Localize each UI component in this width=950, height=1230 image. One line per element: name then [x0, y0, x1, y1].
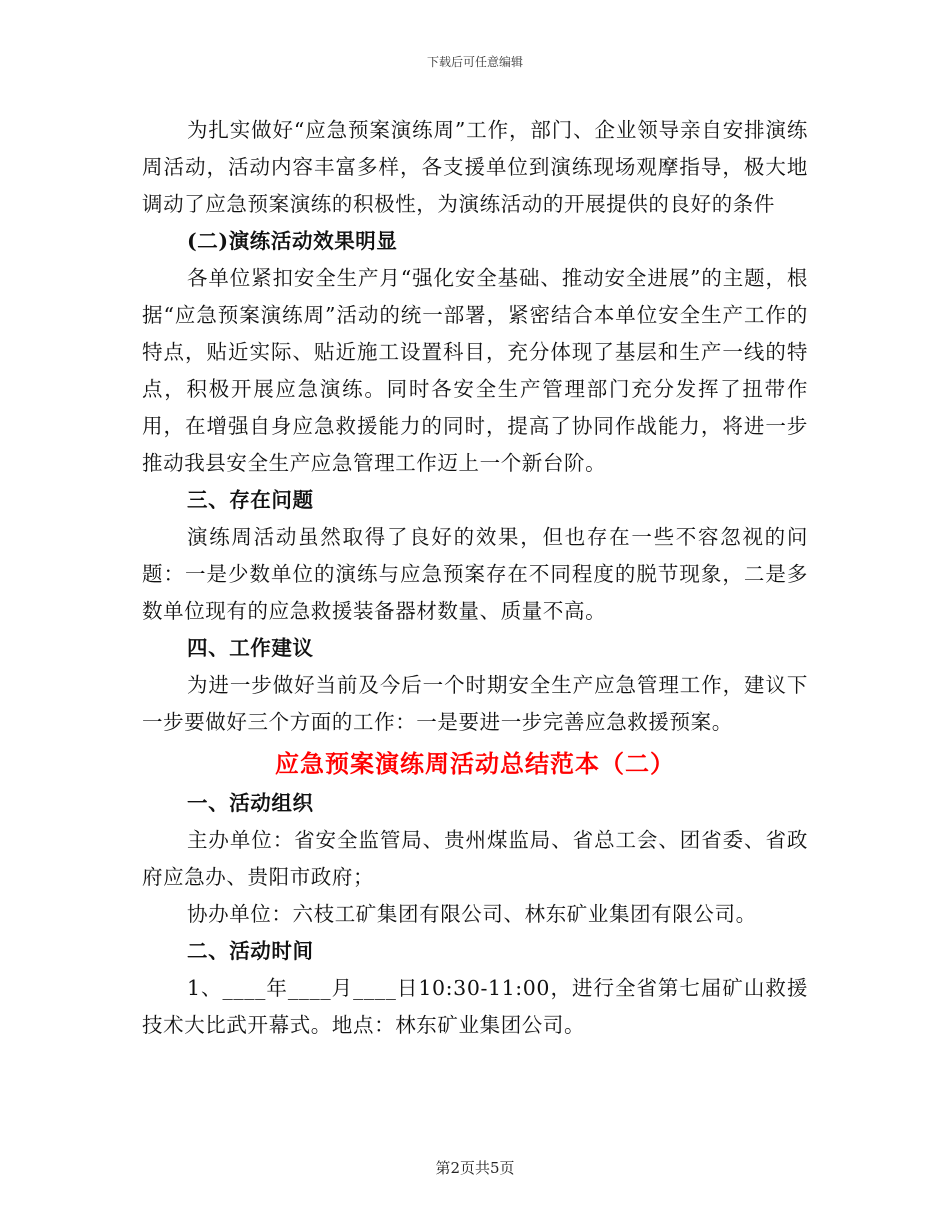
- section-title: 应急预案演练周活动总结范本（二）: [275, 749, 675, 778]
- heading-suggestions: 四、工作建议: [187, 636, 314, 660]
- paragraph-drill-effect: 各单位紧扣安全生产月“强化安全基础、推动安全进展”的主题，根据“应急预案演练周”活动的统一部署，紧密结合本单位安全生产工作的特点，贴近实际、贴近施工设置科目，充分体现了基层和生产一线的特点，积极开展应急演练。同时各安全生产管理部门充分发挥了扭带作用，在增强自身应急救援能力的同时，提高了协同作战能力，将进一步推动我县安全生产应急管理工作迈上一个新台阶。: [142, 266, 808, 475]
- paragraph-suggestions: 为进一步做好当前及今后一个时期安全生产应急管理工作，建议下一步要做好三个方面的工作：一是要进一步完善应急救援预案。: [142, 673, 808, 734]
- paragraph-conditions: 为扎实做好“应急预案演练周”工作，部门、企业领导亲自安排演练周活动，活动内容丰富多样，各支援单位到演练现场观摩指导，极大地调动了应急预案演练的积极性，为演练活动的开展提供的良好的条件: [142, 118, 808, 216]
- document-body: [142, 112, 808, 1044]
- page-header: 下载后可任意编辑: [426, 55, 523, 69]
- heading-activity-time: 二、活动时间: [187, 939, 314, 963]
- heading-problems: 三、存在问题: [187, 488, 314, 512]
- page-number-footer: 第2页共5页: [435, 1159, 515, 1177]
- heading-drill-effect: (二)演练活动效果明显: [187, 229, 398, 253]
- heading-organization: 一、活动组织: [187, 791, 314, 815]
- paragraph-co-host-units: 协办单位：六枝工矿集团有限公司、林东矿业集团有限公司。: [187, 902, 757, 926]
- paragraph-schedule-item-1: 1、____年____月____日10:30-11:00，进行全省第七届矿山救援技术大比武开幕式。地点：林东矿业集团公司。: [142, 976, 808, 1037]
- paragraph-host-units: 主办单位：省安全监管局、贵州煤监局、省总工会、团省委、省政府应急办、贵阳市政府；: [142, 828, 808, 889]
- paragraph-problems: 演练周活动虽然取得了良好的效果，但也存在一些不容忽视的问题：一是少数单位的演练与应急预案存在不同程度的脱节现象，二是多数单位现有的应急救援装备器材数量、质量不高。: [142, 525, 808, 623]
